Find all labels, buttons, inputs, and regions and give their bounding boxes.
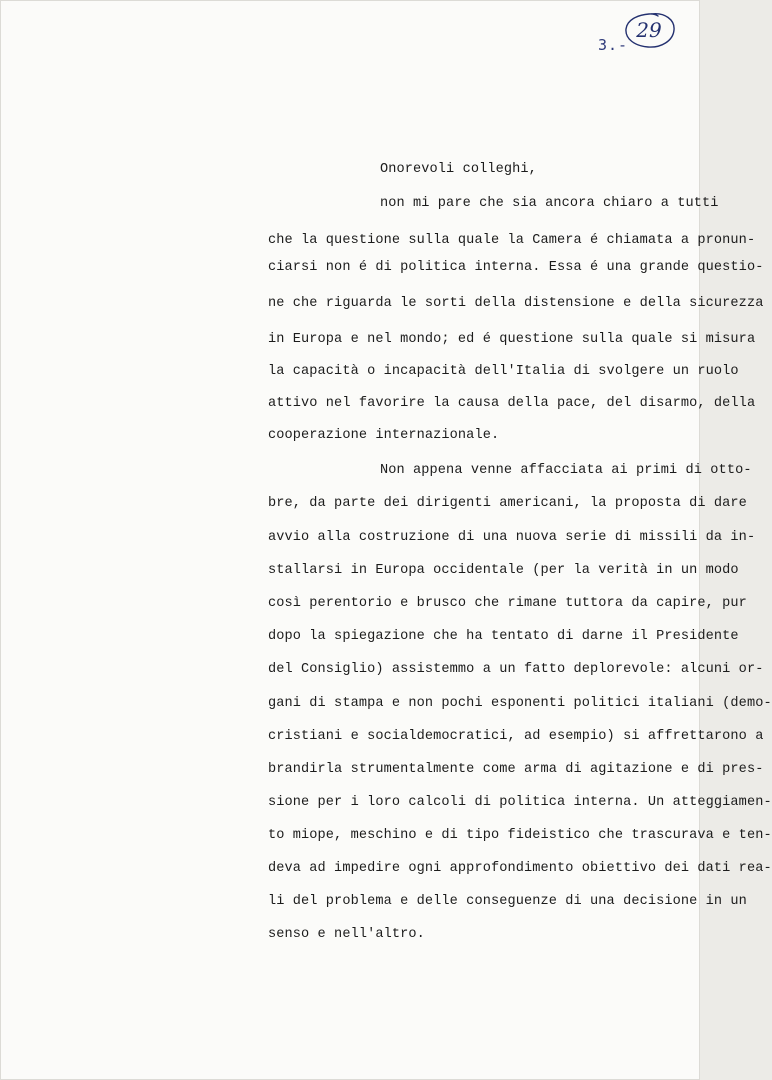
- text-line: cristiani e socialdemocratici, ad esempio) si affrettarono a: [268, 729, 764, 744]
- text-line: deva ad impedire ogni approfondimento obiettivo dei dati rea-: [268, 861, 772, 876]
- page-marker: 3.-: [598, 36, 629, 54]
- salutation: Onorevoli colleghi,: [380, 162, 537, 177]
- folio-number: 29: [636, 18, 662, 42]
- text-line: la capacità o incapacità dell'Italia di svolgere un ruolo: [268, 364, 739, 379]
- text-line: attivo nel favorire la causa della pace, del disarmo, della: [268, 396, 756, 411]
- text-line: sione per i loro calcoli di politica interna. Un atteggiamen-: [268, 795, 772, 810]
- text-line: Non appena venne affacciata ai primi di otto-: [380, 463, 752, 478]
- text-line: del Consiglio) assistemmo a un fatto deplorevole: alcuni or-: [268, 662, 764, 677]
- text-line: stallarsi in Europa occidentale (per la verità in un modo: [268, 563, 739, 578]
- text-line: non mi pare che sia ancora chiaro a tutti: [380, 196, 719, 211]
- text-line: dopo la spiegazione che ha tentato di darne il Presidente: [268, 629, 739, 644]
- text-line: gani di stampa e non pochi esponenti politici italiani (demo-: [268, 696, 772, 711]
- text-line: avvio alla costruzione di una nuova serie di missili da in-: [268, 530, 756, 545]
- folio-stamp: [621, 10, 677, 50]
- text-line: to miope, meschino e di tipo fideistico che trascurava e ten-: [268, 828, 772, 843]
- text-line: in Europa e nel mondo; ed é questione sulla quale si misura: [268, 332, 756, 347]
- text-line: ciarsi non é di politica interna. Essa é una grande questio-: [268, 260, 764, 275]
- text-line: ne che riguarda le sorti della distensione e della sicurezza: [268, 296, 764, 311]
- text-line: brandirla strumentalmente come arma di agitazione e di pres-: [268, 762, 764, 777]
- text-line: cooperazione internazionale.: [268, 428, 500, 443]
- text-line: li del problema e delle conseguenze di una decisione in un: [268, 894, 747, 909]
- text-line: senso e nell'altro.: [268, 927, 425, 942]
- text-line: bre, da parte dei dirigenti americani, la proposta di dare: [268, 496, 747, 511]
- text-line: così perentorio e brusco che rimane tuttora da capire, pur: [268, 596, 747, 611]
- text-line: che la questione sulla quale la Camera é chiamata a pronun-: [268, 233, 756, 248]
